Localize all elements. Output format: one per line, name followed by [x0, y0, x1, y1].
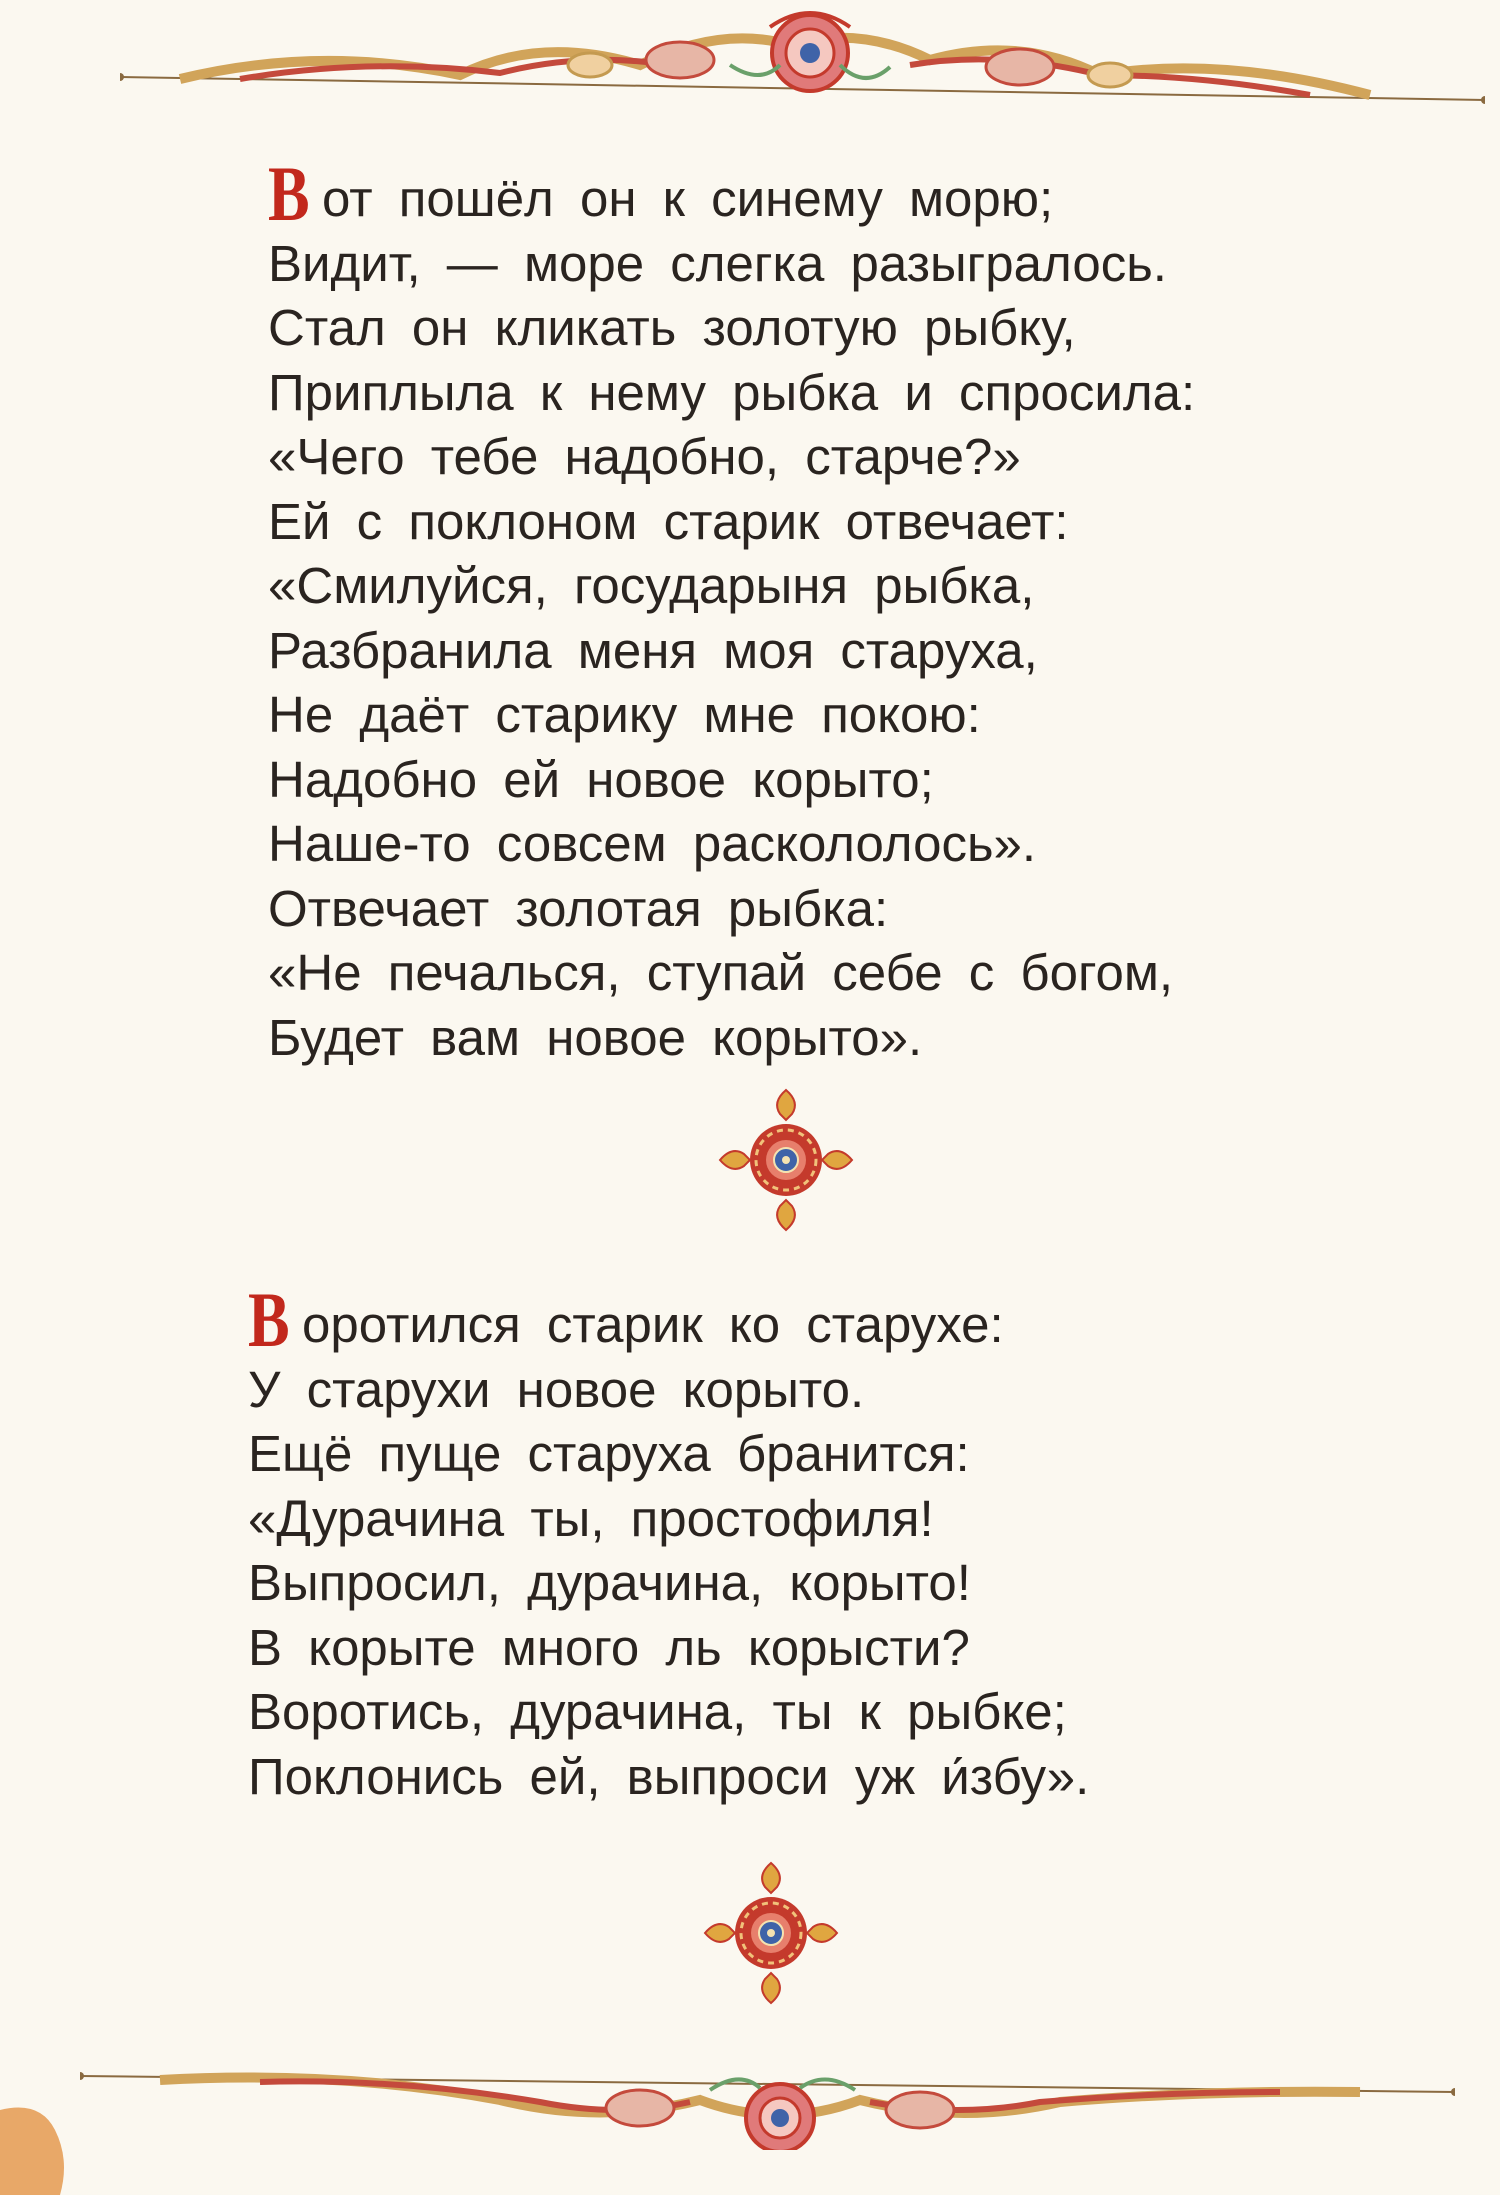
rosette-ornament-icon [701, 1858, 841, 2008]
verse-line: Не даёт старику мне покою: [268, 686, 981, 743]
verse-line: Наше-то совсем раскололось». [268, 815, 1037, 872]
verse-line: Стал он кликать золотую рыбку, [268, 299, 1076, 356]
stanza-2 [248, 1276, 1358, 1809]
verse-line: Будет вам новое корыто». [268, 1008, 923, 1066]
stanza-2-line-1 [248, 1276, 1358, 1363]
verse-line: Ей с поклоном старик отвечает: [268, 492, 1069, 550]
stanza-1 [268, 150, 1378, 1070]
dropcap-letter: В [248, 1276, 290, 1363]
verse-line: Приплыла к нему рыбка и спросила: [268, 363, 1196, 421]
verse-line: У старухи новое корыто. [248, 1360, 865, 1418]
verse-line: «Чего тебе надобно, старче?» [268, 428, 1021, 485]
dropcap-letter: В [268, 150, 310, 237]
verse-line: Выпросил, дурачина, корыто! [248, 1554, 971, 1611]
verse-line: Разбранила меня моя старуха, [268, 621, 1038, 679]
bottom-folk-border [80, 2030, 1455, 2150]
top-folk-border [120, 5, 1485, 125]
verse-line: Отвечает золотая рыбка: [268, 879, 889, 937]
page-edge-decoration [0, 2100, 70, 2195]
verse-line: «Не печалься, ступай себе с богом, [268, 944, 1174, 1001]
verse-line: Воротись, дурачина, ты к рыбке; [248, 1683, 1067, 1740]
verse-line-text: от пошёл он к синему морю; [322, 170, 1054, 227]
stanza-1-line-1 [268, 150, 1378, 237]
verse-line: «Дурачина ты, простофиля! [248, 1489, 934, 1547]
verse-line: В корыте много ль корысти? [248, 1618, 970, 1676]
verse-line: Видит, — море слегка разыгралось. [268, 234, 1167, 292]
verse-line: Надобно ей новое корыто; [268, 750, 934, 808]
verse-line: Ещё пуще старуха бранится: [248, 1425, 970, 1482]
rosette-ornament-icon [716, 1085, 856, 1235]
verse-line: «Смилуйся, государыня рыбка, [268, 557, 1035, 614]
verse-line: Поклонись ей, выпроси уж и́збу». [248, 1747, 1090, 1805]
verse-line-text: оротился старик ко старухе: [302, 1296, 1004, 1353]
